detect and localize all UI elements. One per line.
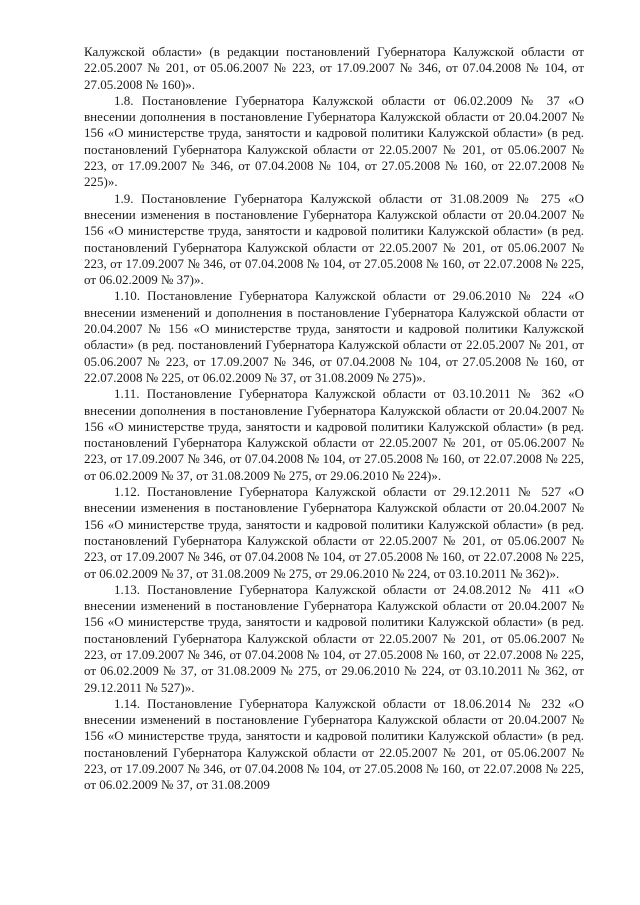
- paragraph-1-11: 1.11. Постановление Губернатора Калужской области от 03.10.2011 № 362 «О внесении дополнения в постановление Губернатора Калужской области от 20.04.2007 № 156 «О министерстве труда, занятости и кадровой политики Калужской области» (в ред. постановлений Губернатора Калужской области от 22.05.2007 № 201, от 05.06.2007 № 223, от 17.09.2007 № 346, от 07.04.2008 № 104, от 27.05.2008 № 160, от 22.07.2008 № 225, от 06.02.2009 № 37, от 31.08.2009 № 275, от 29.06.2010 № 224)».: [84, 386, 584, 483]
- paragraph-1-9: 1.9. Постановление Губернатора Калужской области от 31.08.2009 № 275 «О внесении изменения в постановление Губернатора Калужской области от 20.04.2007 № 156 «О министерстве труда, занятости и кадровой политики Калужской области» (в ред. постановлений Губернатора Калужской области от 22.05.2007 № 201, от 05.06.2007 № 223, от 17.09.2007 № 346, от 07.04.2008 № 104, от 27.05.2008 № 160, от 22.07.2008 № 225, от 06.02.2009 № 37)».: [84, 190, 584, 288]
- paragraph-continuation: Калужской области» (в редакции постановлений Губернатора Калужской области от 22.05.2007 № 201, от 05.06.2007 № 223, от 17.09.2007 № 346, от 07.04.2008 № 104, от 27.05.2008 № 160)».: [84, 44, 584, 92]
- paragraph-1-12: 1.12. Постановление Губернатора Калужской области от 29.12.2011 № 527 «О внесении изменения в постановление Губернатора Калужской области от 20.04.2007 № 156 «О министерстве труда, занятости и кадровой политики Калужской области» (в ред. постановлений Губернатора Калужской области от 22.05.2007 № 201, от 05.06.2007 № 223, от 17.09.2007 № 346, от 07.04.2008 № 104, от 27.05.2008 № 160, от 22.07.2008 № 225, от 06.02.2009 № 37, от 31.08.2009 № 275, от 29.06.2010 № 224, от 03.10.2011 № 362)».: [84, 484, 584, 581]
- document-body: [84, 44, 584, 794]
- paragraph-1-13: 1.13. Постановление Губернатора Калужской области от 24.08.2012 № 411 «О внесении изменений в постановление Губернатора Калужской области от 20.04.2007 № 156 «О министерстве труда, занятости и кадровой политики Калужской области» (в ред. постановлений Губернатора Калужской области от 22.05.2007 № 201, от 05.06.2007 № 223, от 17.09.2007 № 346, от 07.04.2008 № 104, от 27.05.2008 № 160, от 22.07.2008 № 225, от 06.02.2009 № 37, от 31.08.2009 № 275, от 29.06.2010 № 224, от 03.10.2011 № 362, от 29.12.2011 № 527)».: [84, 581, 584, 695]
- paragraph-1-8: 1.8. Постановление Губернатора Калужской области от 06.02.2009 № 37 «О внесении дополнения в постановление Губернатора Калужской области от 20.04.2007 № 156 «О министерстве труда, занятости и кадровой политики Калужской области» (в ред. постановлений Губернатора Калужской области от 22.05.2007 № 201, от 05.06.2007 № 223, от 17.09.2007 № 346, от 07.04.2008 № 104, от 27.05.2008 № 160, от 22.07.2008 № 225)».: [84, 92, 584, 190]
- paragraph-1-10: 1.10. Постановление Губернатора Калужской области от 29.06.2010 № 224 «О внесении изменений и дополнения в постановление Губернатора Калужской области от 20.04.2007 № 156 «О министерстве труда, занятости и кадровой политики Калужской области» (в ред. постановлений Губернатора Калужской области от 22.05.2007 № 201, от 05.06.2007 № 223, от 17.09.2007 № 346, от 07.04.2008 № 104, от 27.05.2008 № 160, от 22.07.2008 № 225, от 06.02.2009 № 37, от 31.08.2009 № 275)».: [84, 288, 584, 385]
- paragraph-1-14: 1.14. Постановление Губернатора Калужской области от 18.06.2014 № 232 «О внесении изменений в постановление Губернатора Калужской области от 20.04.2007 № 156 «О министерстве труда, занятости и кадровой политики Калужской области» (в ред. постановлений Губернатора Калужской области от 22.05.2007 № 201, от 05.06.2007 № 223, от 17.09.2007 № 346, от 07.04.2008 № 104, от 27.05.2008 № 160, от 22.07.2008 № 225, от 06.02.2009 № 37, от 31.08.2009: [84, 695, 584, 793]
